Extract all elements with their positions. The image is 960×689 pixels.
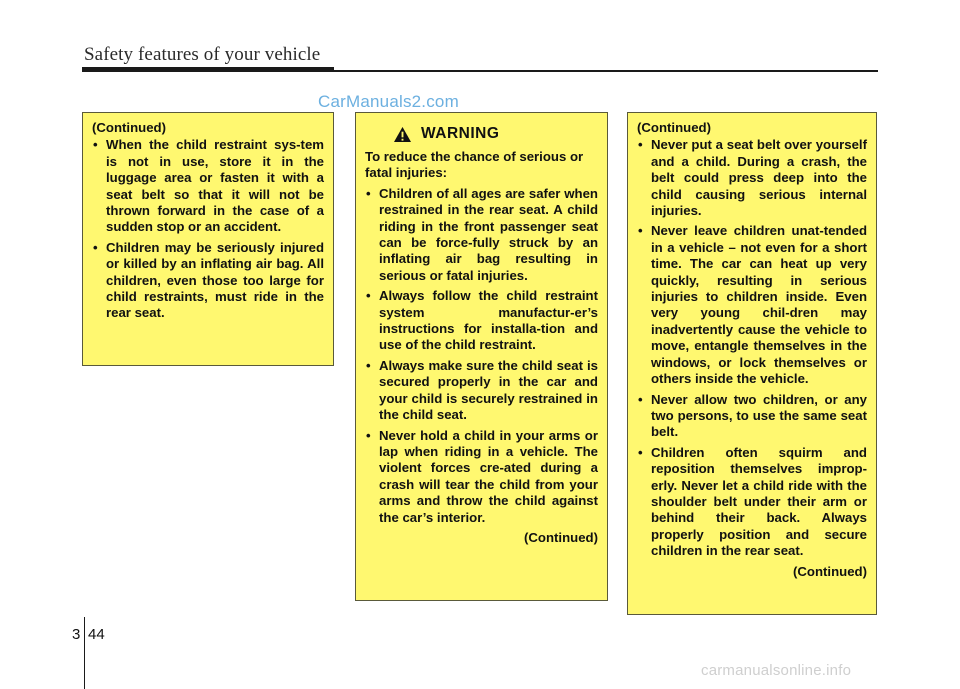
continued-label: (Continued) [92, 120, 166, 135]
warning-header [393, 126, 598, 143]
warning-title: WARNING [421, 125, 500, 143]
right-caution-box [627, 112, 877, 615]
page-number: 44 [88, 626, 105, 643]
warning-box [355, 112, 608, 601]
header-rule [82, 70, 878, 72]
page-number-divider [84, 617, 85, 689]
warning-bullet-list [365, 186, 598, 526]
list-item: • Children often squirm and reposition themselves improp-erly. Never let a child ride with the shoulder belt under their arm or behind their back. Always properly position and secure children in the rear seat. [637, 445, 867, 560]
list-item: • Never put a seat belt over yourself and a child. During a crash, the belt could press deep into the child causing serious internal injuries. [637, 137, 867, 219]
list-item: • Never leave children unat-tended in a vehicle – not even for a short time. The car can heat up very quickly, resulting in serious injuries to children inside. Even very young chil-dren may inadvertently cause the vehicle to move, entangle themselves in the windows, or lock themselves or others inside the vehicle. [637, 223, 867, 387]
continued-label: (Continued) [637, 120, 711, 135]
left-caution-box [82, 112, 334, 366]
list-item: • Always make sure the child seat is secured properly in the car and your child is securely restrained in the child seat. [365, 358, 598, 424]
list-item: • Children of all ages are safer when restrained in the rear seat. A child riding in the front passenger seat can be force-fully struck by an inflating air bag resulting in serious or fatal injuries. [365, 186, 598, 284]
right-bullet-list [637, 137, 867, 559]
list-item: • When the child restraint sys-tem is not in use, store it in the luggage area or fasten it with a seat belt so that it will not be thrown forward in the case of a sudden stop or an accident. [92, 137, 324, 235]
list-item: • Always follow the child restraint system manufactur-er’s instructions for installa-tion and use of the child restraint. [365, 288, 598, 354]
left-bullet-list [92, 137, 324, 321]
warning-intro: To reduce the chance of serious or fatal injuries: [365, 149, 584, 181]
list-item: • Never hold a child in your arms or lap when riding in a vehicle. The violent forces cre-ated during a crash will tear the child from your arms and throw the child against the car’s interior. [365, 428, 598, 526]
page-header-title: Safety features of your vehicle [84, 44, 321, 65]
watermark-bottom: carmanualsonline.info [701, 662, 852, 679]
warning-triangle-icon [393, 126, 412, 143]
continued-label: (Continued) [793, 563, 867, 579]
list-item: • Children may be seriously injured or killed by an inflating air bag. All children, even those too large for child restraints, must ride in the rear seat. [92, 240, 324, 322]
watermark-top: CarManuals2.com [318, 92, 459, 111]
list-item: • Never allow two children, or any two persons, to use the same seat belt. [637, 392, 867, 441]
chapter-number: 3 [72, 626, 81, 643]
continued-label: (Continued) [524, 529, 598, 545]
